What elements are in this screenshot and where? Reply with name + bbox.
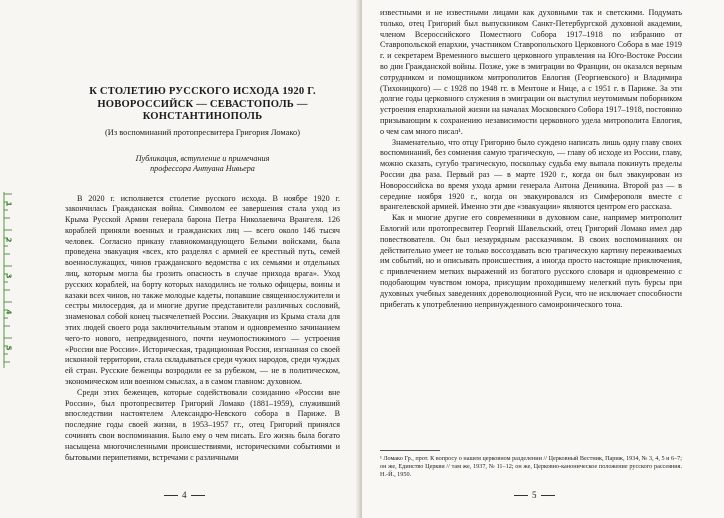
- paragraph: известными и не известными лицами как духовными так и светскими. Подумать только, отец Григорий был выпускником Санкт-Петербургской духовной академии, членом Всероссийского Поместного Собора 1917–1918 по избранию от Ставропольской епархии, участником Ставропольского Церковного Собора в мае 1919 г. и секретарем Временного высшего церковного управления на Юго-Востоке России во дни Гражданской войны. Позже, уже в эмиграции во Франции, он оказался верным сотрудником и помощником митрополитов Евлогия (Георгиевского) и Владимира (Тихоницкого) — с 1928 по 1948 гг. в Ментоне и Нице, а с 1951 г. в Париже. За эти долгие годы церковного служения в эмиграции он выступил неутомимым поборником устроения епархиальной жизни на началах Московского Собора 1917–1918, постоянно призывающим к сохранению независимости церковного удела митрополита Евлогия, о чем сам много писал¹.: [380, 8, 682, 136]
- folio-dash: [164, 495, 178, 496]
- folio-value: 5: [532, 490, 537, 500]
- left-page: [0, 0, 360, 518]
- page-number-right: [510, 490, 559, 500]
- edge-ruler: [0, 190, 16, 370]
- footnote-rule: [380, 450, 440, 451]
- ruler-ticks-graphic: [0, 190, 16, 370]
- article-title: К СТОЛЕТИЮ РУССКОГО ИСХОДА 1920 Г. НОВОРОССИЙСК — СЕВАСТОПОЛЬ — КОНСТАНТИНОПОЛЬ: [89, 86, 316, 122]
- right-body-text: [380, 8, 682, 310]
- paragraph: Знаменательно, что отцу Григорию было суждено написать лишь одну главу своих воспоминаний, без сомнения самую трагическую, — главу об исходе из России, главу, можно сказать, сугубо трагическую, поскольку судьба ему выпала покинуть пределы России два раза. Первый раз — в марте 1920 г., когда он был эвакуирован из Новороссийска во время ухода армии генерала Антона Деникина. Второй раз — в середине ноября 1920 г., когда он эвакуировался из Симферополя вместе с врангелевской армией. Именно эти две «эвакуации» являются центром его рассказа.: [380, 137, 682, 212]
- left-text-column: [65, 86, 340, 463]
- left-body-text: [65, 194, 340, 464]
- folio-dash: [541, 495, 555, 496]
- folio-dash: [191, 495, 205, 496]
- folio-value: 4: [182, 490, 187, 500]
- page-number-left: [160, 490, 209, 500]
- paragraph: Как и многие другие его современники в духовном сане, например митрополит Евлогий или протопресвитер Георгий Шавельский, отец Григорий Ломако имел дар повествователя. Он был незаурядным рассказчиком. В своих воспоминаниях он действительно умеет не только воссоздавать всю трагическую картину переживаемых им событий, но и описывать происшествия, а иногда просто настоящие приключения, с привлечением метких выражений из богатого русского словаря и одновременно с подобающим чувством юмора, присущим проходившему нелегкий путь бурсы при духовных учебных заведениях дореволюционной Руси, что не исключает способности прибегать к употреблению непринужденного самоиронического тона.: [380, 213, 682, 309]
- footnote: ¹ Ломако Гр., прот. К вопросу о нашем церковном разделении // Церковный Вестник, Париж, 1934, № 3, 4, 5 и 6–7; он же, Единство Церкви // там же, 1937, № 11–12; он же, Церковно-каноническое положение русского рассеяния. Н.-Й., 1950.: [380, 455, 682, 478]
- publication-credits: Публикация, вступление и примечания профессора Антуана Нивьера: [135, 153, 270, 173]
- ruler-number: 1: [4, 201, 13, 207]
- ruler-number: 5: [4, 345, 13, 351]
- paragraph: Среди этих беженцев, которые содействовали созиданию «России вне России», был протопресвитер Григорий Ломако (1881–1959), служивший впоследствии настоятелем Александро-Невского собора в Париже. В последние годы своей жизни, в 1953–1957 гг., отец Григорий принялся сочинять свои воспоминания. Было ему о чем писать. Его жизнь была богато насыщена многочисленными происшествиями, историческими событиями и бытовыми перипетиями, встречами с различными: [65, 387, 340, 462]
- ruler-number: 4: [4, 309, 13, 315]
- paragraph: В 2020 г. исполняется столетие русского исхода. В ноябре 1920 г. закончилась Гражданская война. Символом ее завершения стала уход из Крыма Русской Армии генерала барона Петра Николаевича Врангеля. 126 кораблей приняли военных и гражданских лиц — всего около 146 тысяч человек. Согласно приказу главнокомандующего Белыми войсками, была проведена эвакуация «всех, кто разделял с армией ее крестный путь, семей военнослужащих, чинов гражданского ведомства с их семьями и отдельных лиц, которым могла бы грозить опасность в случае прихода врага». Уход русских кораблей, на борту которых находились не только офицеры, воины и казаки всех чинов, но также молодые кадеты, попавшие священнослужители и сестры милосердия, да и многие другие представители различных сословий, знаменовал собой конец тысячелетней России. Эвакуация из Крыма стала для этих людей своего рода заключительным этапом и одновременно зачинанием чего-то нового, непредвиденного, почти неумопостижимого — устроения «России вне России». Историческая, традиционная Россия, изгнанная со своей исконной территории, стала складываться среди чужих народов, среди чуждых ей стран. Русские беженцы возродили ее за рубежом, — не в политическом, экономическом или военном смыслах, а в самом главном: духовном.: [65, 193, 340, 387]
- article-subtitle: (Из воспоминаний протопресвитера Григория Ломако): [105, 127, 300, 137]
- ruler-number: 3: [4, 273, 13, 279]
- folio-dash: [514, 495, 528, 496]
- right-page: [362, 0, 724, 518]
- ruler-number: 2: [4, 237, 13, 243]
- right-text-column: [380, 8, 682, 310]
